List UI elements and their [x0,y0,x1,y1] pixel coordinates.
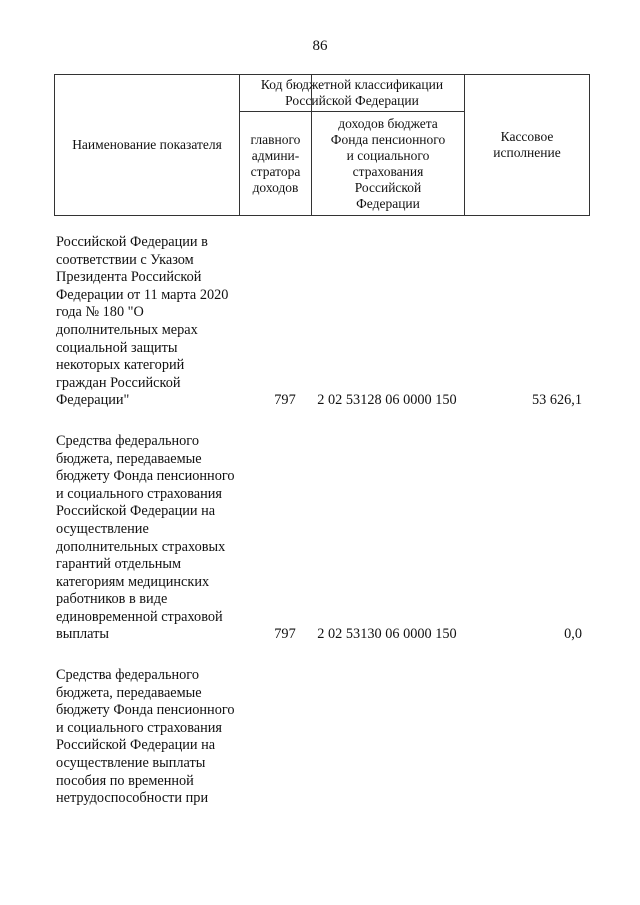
row-name: Средства федерального бюджета, передаваемые бюджету Фонда пенсионного и социального страхования Российской Федерации на осуществление дополнительных страховых гарантий отдельным категориям медицинских работников в виде единовременной страховой выплаты [56,432,235,643]
row-value: 0,0 [564,626,582,643]
header-execution: Кассовое исполнение [493,129,561,160]
table-row [54,234,590,410]
header-income: доходов бюджета Фонда пенсионного и социального страхования Российской Федерации [330,115,446,211]
row-income-code: 2 02 53128 06 0000 150 [317,392,457,409]
row-name: Российской Федерации в соответствии с Указом Президента Российской Федерации от 11 марта 2020 года № 180 "О дополнительных мерах социальной защиты некоторых категорий граждан Российской Федерации" [56,234,229,409]
row-name: Средства федерального бюджета, передаваемые бюджету Фонда пенсионного и социального страхования Российской Федерации на осуществление выплаты пособия по временной нетрудоспособности при [56,667,235,807]
table-body [54,234,590,808]
table-header [54,74,590,216]
page-number: 86 [312,38,328,54]
row-income-code: 2 02 53130 06 0000 150 [317,626,457,643]
table-row [54,433,590,644]
row-admin-code: 797 [274,626,296,643]
row-value: 53 626,1 [531,392,582,409]
header-name: Наименование показателя [72,137,222,152]
table-row [54,667,590,808]
header-bk-group: Код бюджетной классификации Российской Федерации [260,77,444,108]
header-admin: главного админи-стратора доходов [250,131,301,195]
row-admin-code: 797 [274,392,296,409]
